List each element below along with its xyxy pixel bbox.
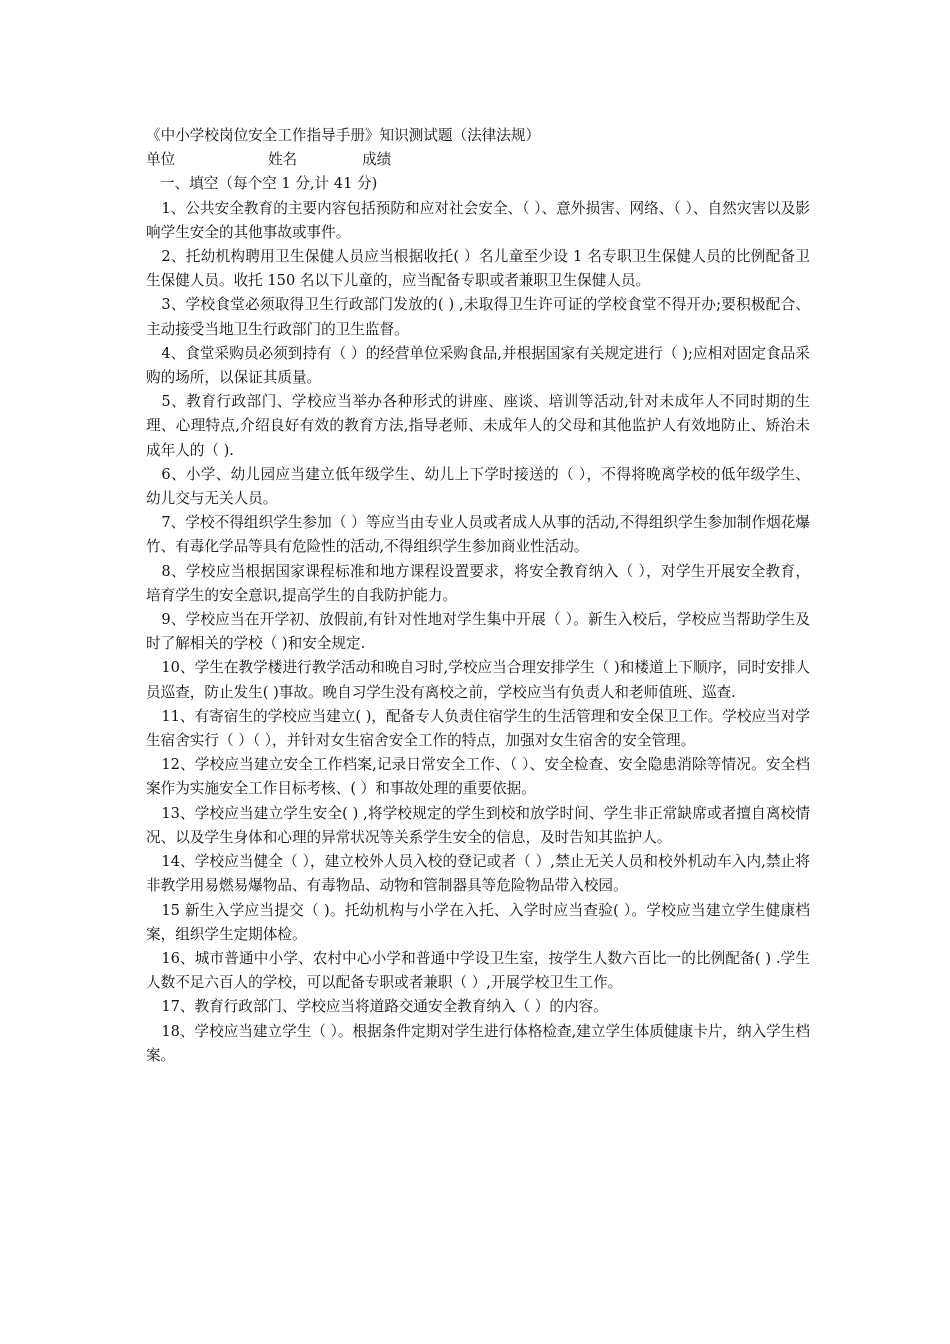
- question-9: 9、学校应当在开学初、放假前,有针对性地对学生集中开展（ ）。新生入校后，学校应当帮助学生及时了解相关的学校（ )和安全规定.: [146, 611, 810, 653]
- question-15: 15 新生入学应当提交（ )。托幼机构与小学在入托、入学时应当查验( ）。学校应当建立学生健康档案，组织学生定期体检。: [146, 901, 810, 943]
- question-8: 8、学校应当根据国家课程标准和地方课程设置要求，将安全教育纳入（ ），对学生开展安全教育，培育学生的安全意识,提高学生的自我防护能力。: [146, 562, 810, 604]
- question-13: 13、学校应当建立学生安全( ) ,将学校规定的学生到校和放学时间、学生非正常缺席或者擅自离校情况、以及学生身体和心理的异常状况等关系学生安全的信息，及时告知其监护人。: [146, 804, 810, 846]
- question-5: 5、教育行政部门、学校应当举办各种形式的讲座、座谈、培训等活动,针对未成年人不同时期的生理、心理特点,介绍良好有效的教育方法,指导老师、未成年人的父母和其他监护人有效地防止、矫治未成年人的（ ).: [146, 393, 810, 459]
- question-16: 16、城市普通中小学、农村中心小学和普通中学设卫生室，按学生人数六百比一的比例配备( ) .学生人数不足六百人的学校，可以配备专职或者兼职（ ）,开展学校卫生工作。: [146, 949, 810, 992]
- question-17: 17、教育行政部门、学校应当将道路交通安全教育纳入（ ）的内容。: [161, 998, 608, 1016]
- question-3: 3、学校食堂必须取得卫生行政部门发放的( ) ,未取得卫生许可证的学校食堂不得开办;要积极配合、主动接受当地卫生行政部门的卫生监督。: [146, 296, 810, 338]
- question-11: 11、有寄宿生的学校应当建立( )，配备专人负责住宿学生的生活管理和安全保卫工作。学校应当对学生宿舍实行（ ）（ ），并针对女生宿舍安全工作的特点，加强对女生宿舍的安全管理。: [146, 707, 810, 750]
- question-6: 6、小学、幼儿园应当建立低年级学生、幼儿上下学时接送的（ ），不得将晚离学校的低年级学生、幼儿交与无关人员。: [146, 465, 810, 508]
- student-info-line: 单位 姓名 成绩: [146, 151, 392, 169]
- question-7: 7、学校不得组织学生参加（ ）等应当由专业人员或者成人从事的活动,不得组织学生参加制作烟花爆竹、有毒化学品等具有危险性的活动,不得组织学生参加商业性活动。: [146, 514, 810, 556]
- question-2: 2、托幼机构聘用卫生保健人员应当根据收托( ）名儿童至少设 1 名专职卫生保健人员的比例配备卫生保健人员。收托 150 名以下儿童的，应当配备专职或者兼职卫生保健人员。: [146, 248, 810, 290]
- question-12: 12、学校应当建立安全工作档案,记录日常安全工作、（ ）、安全检查、安全隐患消除等情况。安全档案作为实施安全工作目标考核、( ）和事故处理的重要依据。: [146, 756, 810, 798]
- document-title: 《中小学校岗位安全工作指导手册》知识测试题（法律法规）: [146, 127, 541, 144]
- section-title: 一、填空（每个空 1 分,计 41 分): [160, 175, 378, 193]
- question-10: 10、学生在教学楼进行教学活动和晚自习时,学校应当合理安排学生（ )和楼道上下顺序，同时安排人员巡查，防止发生( )事故。晚自习学生没有离校之前，学校应当有负责人和老师值班、巡查.: [146, 659, 810, 701]
- question-18: 18、学校应当建立学生（ ）。根据条件定期对学生进行体格检查,建立学生体质健康卡片，纳入学生档案。: [146, 1022, 810, 1064]
- document-page: [146, 124, 810, 1068]
- question-1: 1、公共安全教育的主要内容包括预防和应对社会安全、（ ）、意外损害、网络、（ ）、自然灾害以及影响学生安全的其他事故或事件。: [146, 199, 810, 241]
- question-4: 4、食堂采购员必须到持有（ ）的经营单位采购食品,并根据国家有关规定进行（ );应相对固定食品采购的场所，以保证其质量。: [146, 344, 810, 387]
- question-14: 14、学校应当健全（ ），建立校外人员入校的登记或者（ ）,禁止无关人员和校外机动车入内,禁止将非教学用易燃易爆物品、有毒物品、动物和管制器具等危险物品带入校园。: [146, 853, 810, 895]
